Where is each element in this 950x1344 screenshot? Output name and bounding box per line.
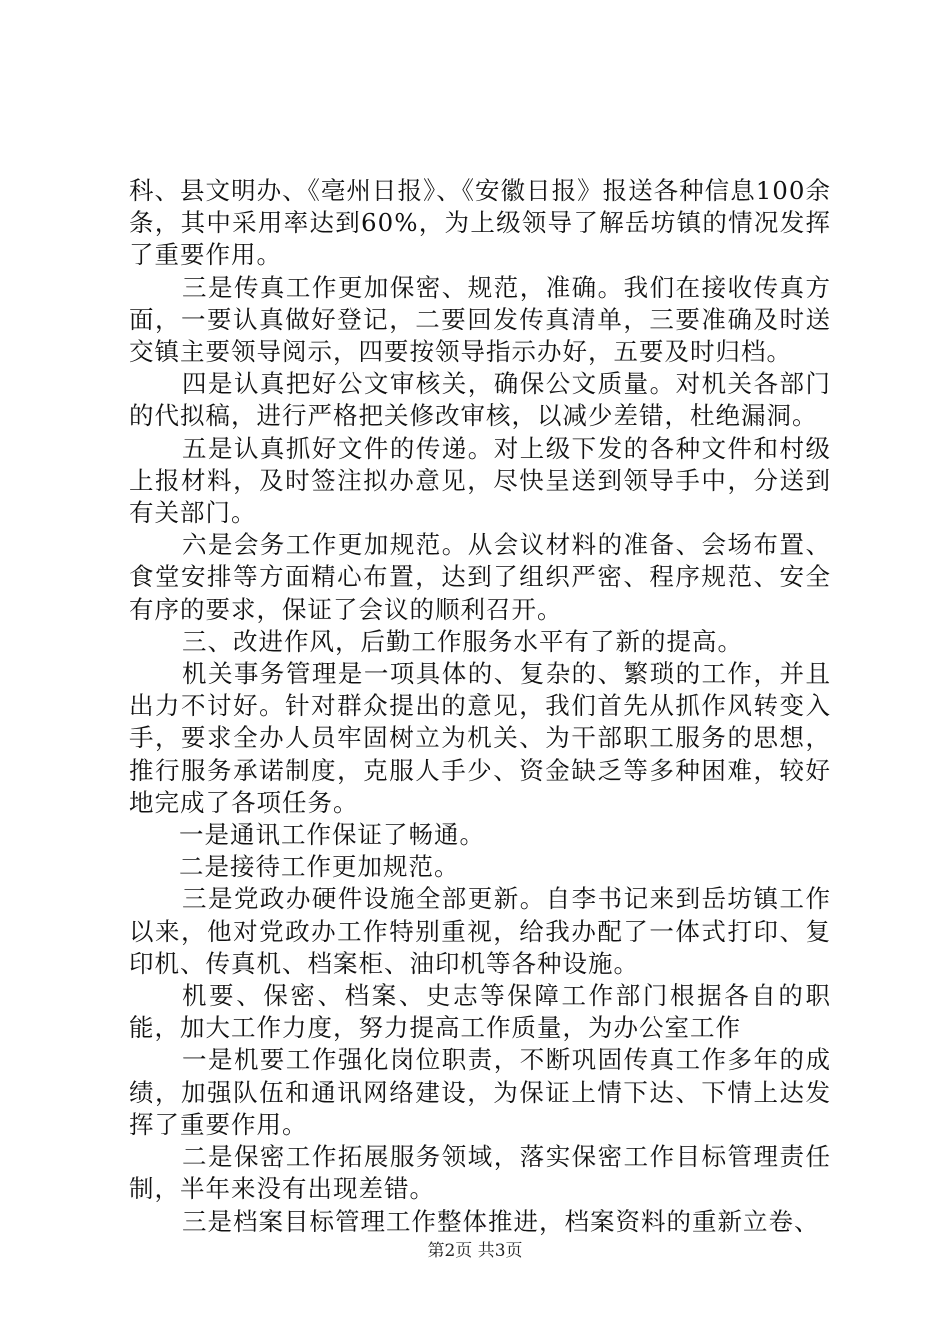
paragraph: 二是接待工作更加规范。: [179, 852, 460, 882]
section-heading: 三、改进作风，后勤工作服务水平有了新的提高。: [182, 626, 743, 656]
page-number-label: 第2页 共3页: [427, 1241, 523, 1261]
paragraph: 一是通讯工作保证了畅通。: [179, 820, 485, 850]
paragraph: 科、县文明办、《亳州日报》、《安徽日报》报送各种信息100余条，其中采用率达到60%，为上级领导了解岳坊镇的情况发挥了重要作用。: [129, 176, 831, 270]
page-footer: [0, 1240, 950, 1262]
paragraph: 三是党政办硬件设施全部更新。自李书记来到岳坊镇工作以来，他对党政办工作特别重视，给我办配了一体式打印、复印机、传真机、档案柜、油印机等各种设施。: [129, 884, 831, 978]
paragraph: 三是档案目标管理工作整体推进，档案资料的重新立卷、: [182, 1206, 820, 1236]
paragraph: 五是认真抓好文件的传递。对上级下发的各种文件和村级上报材料，及时签注拟办意见，尽快呈送到领导手中，分送到有关部门。: [129, 433, 831, 528]
paragraph: 四是认真把好公文审核关，确保公文质量。对机关各部门的代拟稿，进行严格把关修改审核，以减少差错，杜绝漏洞。: [129, 369, 831, 431]
paragraph: 机关事务管理是一项具体的、复杂的、繁琐的工作，并且出力不讨好。针对群众提出的意见，我们首先从抓作风转变入手，要求全办人员牢固树立为机关、为干部职工服务的思想，推行服务承诺制度，克服人手少、资金缺乏等多种困难，较好地完成了各项任务。: [129, 659, 831, 817]
paragraph: 六是会务工作更加规范。从会议材料的准备、会场布置、食堂安排等方面精心布置，达到了组织严密、程序规范、安全有序的要求，保证了会议的顺利召开。: [129, 530, 831, 624]
paragraph: 机要、保密、档案、史志等保障工作部门根据各自的职能，加大工作力度，努力提高工作质量，为办公室工作: [129, 981, 831, 1043]
document-body: [129, 175, 831, 1238]
paragraph: 三是传真工作更加保密、规范，准确。我们在接收传真方面，一要认真做好登记，二要回发传真清单，三要准确及时送交镇主要领导阅示，四要按领导指示办好，五要及时归档。: [129, 272, 831, 367]
paragraph: 二是保密工作拓展服务领域，落实保密工作目标管理责任制，半年来没有出现差错。: [129, 1142, 831, 1204]
paragraph: 一是机要工作强化岗位职责，不断巩固传真工作多年的成绩，加强队伍和通讯网络建设，为保证上情下达、下情上达发挥了重要作用。: [129, 1045, 831, 1139]
